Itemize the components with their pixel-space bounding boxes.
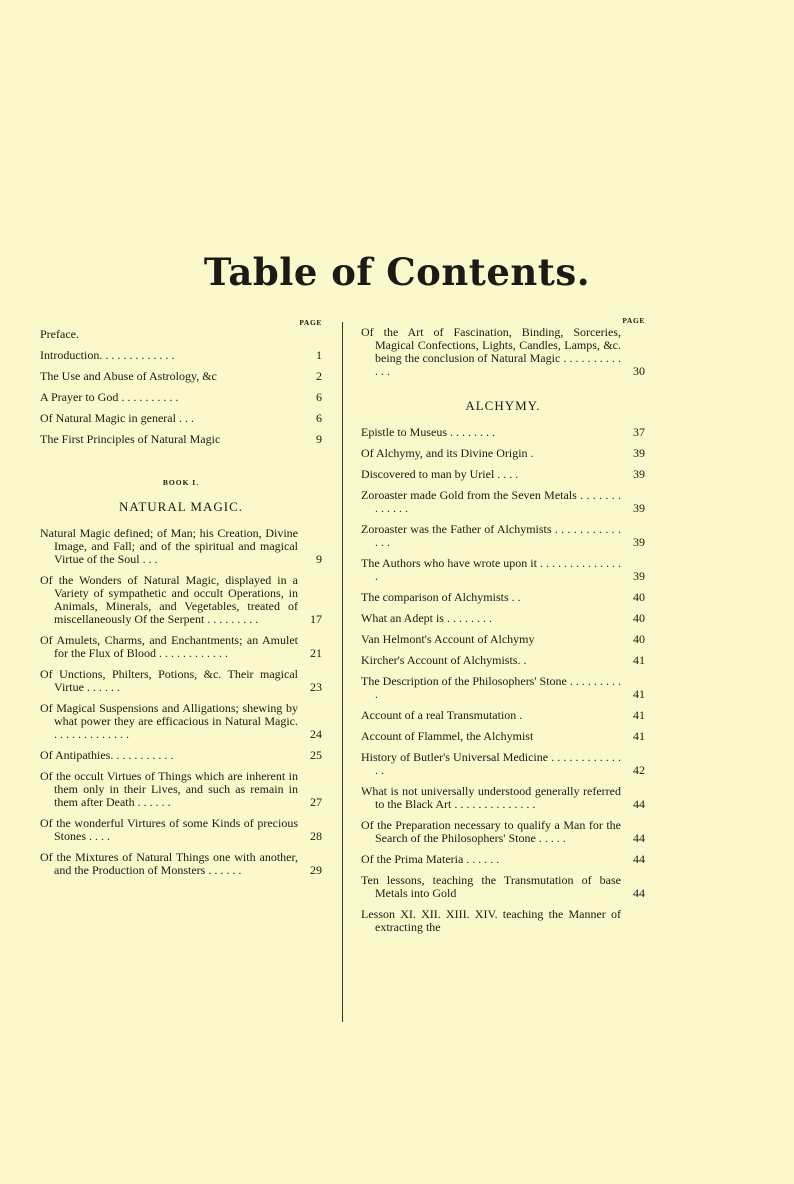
- toc-entry-title: Of the occult Virtues of Things which are inherent in them only in their Lives, and such as remain in them after Death . . . . . .: [40, 769, 298, 809]
- toc-entry-page: 21: [310, 646, 322, 660]
- toc-entry: [361, 489, 645, 515]
- toc-entry-title: Of Antipathies. . . . . . . . . . .: [40, 748, 174, 762]
- toc-entry: [40, 370, 322, 383]
- toc-entry-page: 23: [310, 680, 322, 694]
- toc-entry-title: Of Magical Suspensions and Alligations; shewing by what power they are efficacious in Natural Magic. . . . . . . . . . . . . .: [40, 701, 298, 741]
- toc-entry: [40, 433, 322, 446]
- toc-entry-title: What an Adept is . . . . . . . .: [361, 611, 492, 625]
- toc-entry-page: 24: [310, 727, 322, 741]
- page-column-label: PAGE: [299, 318, 322, 327]
- right-column: [361, 316, 645, 942]
- page-column-label: PAGE: [622, 316, 645, 325]
- toc-entry: [361, 675, 645, 701]
- toc-entry-page: 29: [310, 863, 322, 877]
- toc-entry: [361, 730, 645, 743]
- toc-entry: [361, 468, 645, 481]
- toc-entry-page: 28: [310, 829, 322, 843]
- toc-entry-page: 1: [316, 348, 322, 362]
- column-divider: [342, 322, 343, 1022]
- left-column: [40, 318, 322, 885]
- toc-entry-title: The First Principles of Natural Magic: [40, 432, 221, 446]
- toc-entry: [361, 557, 645, 583]
- toc-entry: [40, 634, 322, 660]
- toc-entry-title: Zoroaster was the Father of Alchymists . . . . . . . . . . . . . .: [361, 522, 621, 549]
- toc-entry-title: Of the Prima Materia . . . . . .: [361, 852, 500, 866]
- toc-entry: [361, 633, 645, 646]
- toc-entry-title: Of Unctions, Philters, Potions, &c. Their magical Virtue . . . . . .: [40, 667, 298, 694]
- toc-entry-title: The Use and Abuse of Astrology, &c: [40, 369, 217, 383]
- toc-entry-page: 39: [633, 501, 645, 515]
- toc-entry-title: Account of a real Transmutation .: [361, 708, 523, 722]
- toc-entry-title: The comparison of Alchymists . .: [361, 590, 521, 604]
- toc-entry-page: 44: [633, 831, 645, 845]
- page-title: Table of Contents.: [203, 250, 591, 294]
- toc-entry-title: Lesson XI. XII. XIII. XIV. teaching the Manner of extracting the: [361, 907, 621, 934]
- toc-entry-title: Of Natural Magic in general . . .: [40, 411, 194, 425]
- toc-entry-page: 37: [633, 425, 645, 439]
- toc-entry: [40, 817, 322, 843]
- toc-entry-title: Preface.: [40, 327, 79, 341]
- toc-entry-page: 9: [316, 552, 322, 566]
- toc-entry-page: 6: [316, 390, 322, 404]
- toc-entry-page: 9: [316, 432, 322, 446]
- toc-entry-page: 39: [633, 446, 645, 460]
- toc-entry: [361, 819, 645, 845]
- toc-entry: [361, 612, 645, 625]
- book-label: BOOK I.: [162, 478, 200, 487]
- toc-entry-page: 41: [633, 729, 645, 743]
- toc-entry-title: Of Alchymy, and its Divine Origin .: [361, 446, 534, 460]
- toc-entry: [361, 709, 645, 722]
- toc-entry-title: Introduction. . . . . . . . . . . . .: [40, 348, 175, 362]
- toc-entry-page: 40: [633, 632, 645, 646]
- toc-entry-title: Ten lessons, teaching the Transmutation of base Metals into Gold: [361, 873, 621, 900]
- toc-entry-title: Zoroaster made Gold from the Seven Metals . . . . . . . . . . . . .: [361, 488, 621, 515]
- toc-entry-title: What is not universally understood generally referred to the Black Art . . . . . . . . . . . . . .: [361, 784, 621, 811]
- toc-entry: [40, 668, 322, 694]
- toc-entry-title: Van Helmont's Account of Alchymy: [361, 632, 535, 646]
- toc-entry-title: Natural Magic defined; of Man; his Creation, Divine Image, and Fall; and of the spiritual and magical Virtue of the Soul . . .: [40, 526, 298, 566]
- toc-entry-page: 30: [633, 364, 645, 378]
- toc-entry-page: 6: [316, 411, 322, 425]
- section-heading: ALCHYMY.: [465, 398, 541, 413]
- toc-entry: [40, 349, 322, 362]
- toc-entry-title: Discovered to man by Uriel . . . .: [361, 467, 519, 481]
- toc-entry-page: 41: [633, 653, 645, 667]
- toc-entry-page: 39: [633, 569, 645, 583]
- toc-entry-title: A Prayer to God . . . . . . . . . .: [40, 390, 179, 404]
- toc-entry-page: 40: [633, 590, 645, 604]
- toc-entry-page: 17: [310, 612, 322, 626]
- toc-entry-page: 44: [633, 852, 645, 866]
- toc-entry-page: 2: [316, 369, 322, 383]
- toc-entry-page: 41: [633, 708, 645, 722]
- toc-entry: [361, 908, 645, 934]
- toc-entry: [40, 328, 322, 341]
- toc-entry-title: Kircher's Account of Alchymists. .: [361, 653, 527, 667]
- toc-entry-page: 39: [633, 467, 645, 481]
- toc-entry: [361, 853, 645, 866]
- toc-entry: [361, 523, 645, 549]
- toc-entry-title: The Authors who have wrote upon it . . . . . . . . . . . . . . .: [361, 556, 621, 583]
- toc-entry-page: 44: [633, 886, 645, 900]
- toc-entry: [361, 785, 645, 811]
- toc-entry-page: 27: [310, 795, 322, 809]
- toc-entry-title: Of Amulets, Charms, and Enchantments; an Amulet for the Flux of Blood . . . . . . . . . . . .: [40, 633, 298, 660]
- toc-entry-title: Of the Mixtures of Natural Things one with another, and the Production of Monsters . . . . . .: [40, 850, 298, 877]
- toc-entry-title: Of the wonderful Virtures of some Kinds of precious Stones . . . .: [40, 816, 298, 843]
- toc-entry-page: 41: [633, 687, 645, 701]
- toc-entry: [40, 702, 322, 741]
- toc-entry: [40, 412, 322, 425]
- toc-entry-page: 25: [310, 748, 322, 762]
- toc-entry-page: 39: [633, 535, 645, 549]
- toc-entry: [40, 574, 322, 626]
- toc-entry-title: Of the Wonders of Natural Magic, displayed in a Variety of sympathetic and occult Operations, in Animals, Minerals, and Vegetables, treated of miscellaneously Of the Serpent . . . . . . . . .: [40, 573, 298, 626]
- toc-entry: [361, 426, 645, 439]
- toc-entry: [40, 749, 322, 762]
- toc-entry: [40, 527, 322, 566]
- toc-entry: [40, 391, 322, 404]
- toc-entry-page: 40: [633, 611, 645, 625]
- toc-entry-title: Of the Art of Fascination, Binding, Sorceries, Magical Confections, Lights, Candles, Lamps, &c. being the conclusion of Natural Magic . . . . . . . . . . . . .: [361, 325, 621, 378]
- toc-entry: [361, 447, 645, 460]
- toc-entry: [361, 326, 645, 378]
- toc-entry: [361, 874, 645, 900]
- toc-entry-page: 42: [633, 763, 645, 777]
- toc-entry: [361, 654, 645, 667]
- toc-entry: [361, 751, 645, 777]
- toc-entry-title: Account of Flammel, the Alchymist: [361, 729, 534, 743]
- toc-entry-title: Of the Preparation necessary to qualify a Man for the Search of the Philosophers' Stone . . . . .: [361, 818, 621, 845]
- toc-entry: [40, 851, 322, 877]
- toc-entry-title: The Description of the Philosophers' Stone . . . . . . . . . .: [361, 674, 621, 701]
- toc-entry: [361, 591, 645, 604]
- toc-entry: [40, 770, 322, 809]
- toc-entry-title: History of Butler's Universal Medicine . . . . . . . . . . . . . .: [361, 750, 621, 777]
- section-heading: NATURAL MAGIC.: [118, 499, 244, 514]
- toc-entry-title: Epistle to Museus . . . . . . . .: [361, 425, 495, 439]
- toc-entry-page: 44: [633, 797, 645, 811]
